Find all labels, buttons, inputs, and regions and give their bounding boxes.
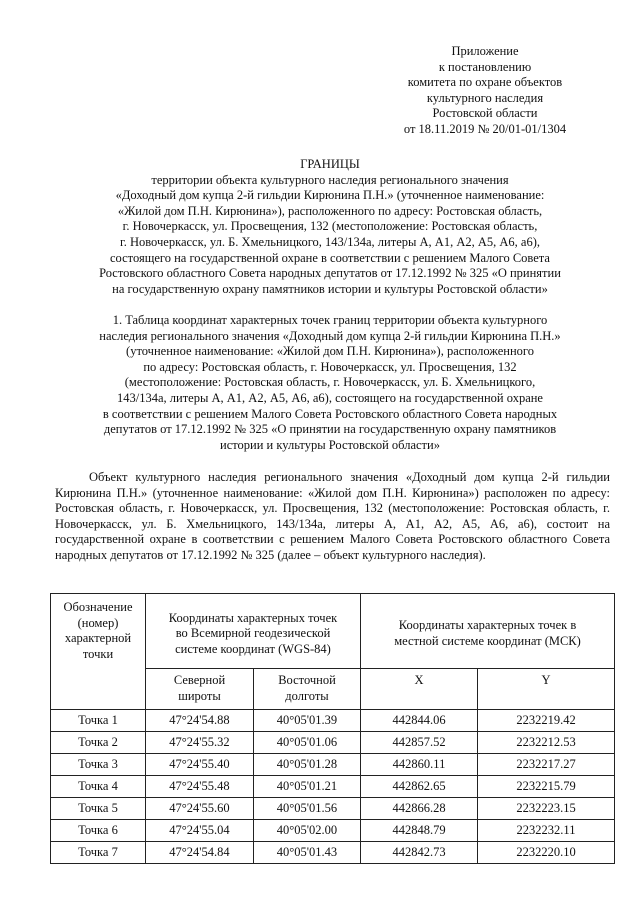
header-wgs: Координаты характерных точек во Всемирной геодезической системе координат (WGS-84): [146, 594, 361, 669]
section-line: в соответствии с решением Малого Совета Ростовского областного Совета народных: [102, 406, 558, 421]
table-header-row: [51, 594, 615, 669]
header-msk: Координаты характерных точек в местной системе координат (МСК): [361, 594, 615, 669]
header-point: Обозначение (номер) характерной точки: [51, 594, 146, 710]
title-line: г. Новочеркасск, ул. Просвещения, 132 (местоположение: Ростовская область,: [122, 219, 538, 234]
cell-y: 2232223.15: [478, 798, 615, 820]
title-line: Ростовского областного Совета народных депутатов от 17.12.1992 № 325 «О принятии: [99, 266, 561, 281]
title-line: территории объекта культурного наследия регионального значения: [151, 172, 509, 187]
cell-lon: 40°05'01.43: [254, 842, 361, 864]
body-paragraph: Объект культурного наследия регионального значения «Доходный дом купца 2-й гильдии Кирюнина П.Н.» (уточненное наименование: «Жилой дом П.Н. Кирюнина») расположен по адресу: Ростовская область, г. Новочеркасск, ул. Просвещения, 132 (местоположение: Ростовская область, г. Новочеркасск, ул. Б. Хмельницкого, 143/134а, литеры А, А1, А2, А5, А6, а6), состоит на государственной охране в соответствии с решением Малого Совета Ростовского областного Совета народных депутатов от 17.12.1992 № 325 (далее – объект культурного наследия).: [55, 470, 610, 562]
cell-point: Точка 6: [51, 820, 146, 842]
cell-lon: 40°05'02.00: [254, 820, 361, 842]
cell-lat: 47°24'55.40: [146, 754, 254, 776]
cell-y: 2232212.53: [478, 732, 615, 754]
header-y: Y: [478, 669, 615, 710]
cell-point: Точка 5: [51, 798, 146, 820]
cell-x: 442857.52: [361, 732, 478, 754]
cell-x: 442860.11: [361, 754, 478, 776]
cell-y: 2232215.79: [478, 776, 615, 798]
section-line: (местоположение: Ростовская область, г. Новочеркасск, ул. Б. Хмельницкого,: [124, 375, 536, 390]
cell-y: 2232232.11: [478, 820, 615, 842]
cell-lat: 47°24'54.88: [146, 710, 254, 732]
cell-lat: 47°24'54.84: [146, 842, 254, 864]
appendix-line: комитета по охране объектов: [407, 75, 563, 90]
table-row: [51, 776, 615, 798]
table-row: [51, 754, 615, 776]
appendix-line: к постановлению: [438, 59, 532, 74]
header-x: X: [361, 669, 478, 710]
section-line: 143/134а, литеры А, А1, А2, А5, А6, а6), состоящего на государственной охране: [117, 390, 543, 405]
section-line: депутатов от 17.12.1992 № 325 «О принятии на государственную охрану памятников: [103, 422, 557, 437]
cell-lat: 47°24'55.32: [146, 732, 254, 754]
table-row: [51, 732, 615, 754]
cell-lat: 47°24'55.60: [146, 798, 254, 820]
cell-y: 2232219.42: [478, 710, 615, 732]
title-line: г. Новочеркасск, ул. Б. Хмельницкого, 143/134а, литеры А, А1, А2, А5, А6, а6),: [120, 234, 540, 249]
cell-x: 442844.06: [361, 710, 478, 732]
cell-point: Точка 1: [51, 710, 146, 732]
cell-point: Точка 7: [51, 842, 146, 864]
cell-y: 2232220.10: [478, 842, 615, 864]
appendix-line: Ростовской области: [432, 106, 538, 121]
cell-x: 442848.79: [361, 820, 478, 842]
appendix-block: [360, 44, 610, 138]
cell-x: 442842.73: [361, 842, 478, 864]
coordinates-table: [50, 593, 615, 864]
header-lon: Восточной долготы: [254, 669, 361, 710]
cell-lat: 47°24'55.48: [146, 776, 254, 798]
appendix-line: от 18.11.2019 № 20/01-01/1304: [403, 121, 567, 136]
section-line: истории и культуры Ростовской области»: [220, 437, 440, 452]
cell-lat: 47°24'55.04: [146, 820, 254, 842]
cell-lon: 40°05'01.39: [254, 710, 361, 732]
appendix-line: культурного наследия: [426, 90, 544, 105]
header-lat: Северной широты: [146, 669, 254, 710]
cell-lon: 40°05'01.56: [254, 798, 361, 820]
table-row: [51, 842, 615, 864]
appendix-line: Приложение: [451, 44, 519, 58]
table-row: [51, 710, 615, 732]
cell-y: 2232217.27: [478, 754, 615, 776]
cell-lon: 40°05'01.06: [254, 732, 361, 754]
cell-point: Точка 4: [51, 776, 146, 798]
cell-lon: 40°05'01.21: [254, 776, 361, 798]
cell-point: Точка 2: [51, 732, 146, 754]
table-row: [51, 798, 615, 820]
section-line: наследия регионального значения «Доходный дом купца 2-й гильдии Кирюнина П.Н.»: [99, 328, 561, 343]
section-heading: [40, 313, 620, 453]
table-row: [51, 820, 615, 842]
title-line: ГРАНИЦЫ: [300, 157, 360, 171]
title-line: «Жилой дом П.Н. Кирюнина»), расположенного по адресу: Ростовская область,: [117, 203, 543, 218]
cell-lon: 40°05'01.28: [254, 754, 361, 776]
title-line: состоящего на государственной охране в соответствии с решением Малого Совета: [110, 250, 550, 265]
section-line: по адресу: Ростовская область, г. Новочеркасск, ул. Просвещения, 132: [143, 359, 517, 374]
cell-x: 442866.28: [361, 798, 478, 820]
cell-point: Точка 3: [51, 754, 146, 776]
title-line: «Доходный дом купца 2-й гильдии Кирюнина П.Н.» (уточненное наименование:: [115, 188, 545, 203]
title-line: на государственную охрану памятников истории и культуры Ростовской области»: [112, 281, 548, 296]
section-line: 1. Таблица координат характерных точек границ территории объекта культурного: [112, 313, 548, 327]
document-title: [40, 157, 620, 297]
cell-x: 442862.65: [361, 776, 478, 798]
section-line: (уточненное наименование: «Жилой дом П.Н. Кирюнина»), расположенного: [126, 344, 534, 359]
